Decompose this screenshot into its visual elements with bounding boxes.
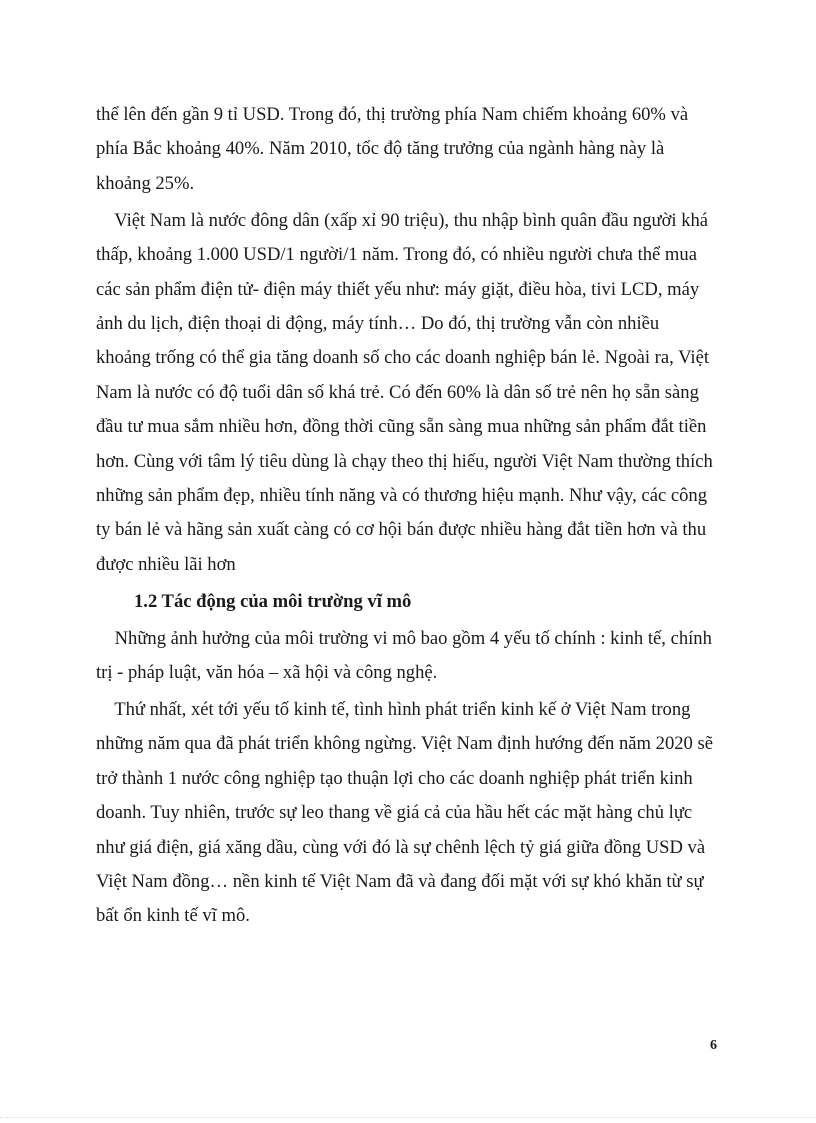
- paragraph-macro-factors: [96, 622, 726, 691]
- text-line: ảnh du lịch, điện thoại di động, máy tính… Do đó, thị trường vẫn còn nhiều: [96, 312, 660, 334]
- text-line: Nam là nước có độ tuổi dân số khá trẻ. Có đến 60% là dân số trẻ nên họ sẵn sàng: [96, 381, 699, 403]
- text-line: hơn. Cùng với tâm lý tiêu dùng là chạy theo thị hiếu, người Việt Nam thường thích: [96, 450, 713, 472]
- paragraph-population: [96, 204, 726, 582]
- paragraph-market-size: [96, 98, 726, 201]
- text-line: trị - pháp luật, văn hóa – xã hội và công nghệ.: [96, 662, 438, 684]
- text-line: như giá điện, giá xăng dầu, cùng với đó là sự chênh lệch tỷ giá giữa đồng USD và: [96, 836, 706, 858]
- text-line: những năm qua đã phát triển không ngừng. Việt Nam định hướng đến năm 2020 sẽ: [96, 733, 713, 755]
- footer-divider: [0, 1117, 816, 1118]
- text-line: doanh. Tuy nhiên, trước sự leo thang về giá cả của hầu hết các mặt hàng chủ lực: [96, 802, 693, 824]
- page-number: 6: [710, 1038, 717, 1053]
- text-line: các sản phẩm điện tử- điện máy thiết yếu như: máy giặt, điều hòa, tivi LCD, máy: [96, 278, 700, 300]
- text-line: trở thành 1 nước công nghiệp tạo thuận lợi cho các doanh nghiệp phát triển kinh: [96, 767, 693, 789]
- text-line: phía Bắc khoảng 40%. Năm 2010, tốc độ tăng trưởng của ngành hàng này là: [96, 138, 665, 160]
- text-line: được nhiều lãi hơn: [96, 553, 236, 575]
- paragraph-economy: [96, 693, 726, 934]
- text-line: khoảng trống có thể gia tăng doanh số cho các doanh nghiệp bán lẻ. Ngoài ra, Việt: [96, 347, 709, 369]
- text-line: Thứ nhất, xét tới yếu tố kinh tế, tình hình phát triển kinh kế ở Việt Nam trong: [96, 699, 691, 721]
- text-line: khoảng 25%.: [96, 172, 195, 194]
- text-line: ty bán lẻ và hãng sản xuất càng có cơ hội bán được nhiều hàng đắt tiền hơn và thu: [96, 519, 707, 541]
- text-line: những sản phẩm đẹp, nhiều tính năng và có thương hiệu mạnh. Như vậy, các công: [96, 484, 707, 506]
- text-line: đầu tư mua sắm nhiều hơn, đồng thời cũng sẵn sàng mua những sản phẩm đắt tiền: [96, 416, 707, 438]
- text-line: Những ảnh hưởng của môi trường vi mô bao gồm 4 yếu tố chính : kinh tế, chính: [96, 627, 712, 649]
- text-line: bất ổn kinh tế vĩ mô.: [96, 905, 250, 927]
- document-body: [96, 98, 726, 934]
- text-line: thể lên đến gần 9 tỉ USD. Trong đó, thị trường phía Nam chiếm khoảng 60% và: [96, 104, 689, 125]
- text-line: Việt Nam đồng… nền kinh tế Việt Nam đã và đang đối mặt với sự khó khăn từ sự: [96, 870, 704, 892]
- text-line: thấp, khoảng 1.000 USD/1 người/1 năm. Trong đó, có nhiều người chưa thể mua: [96, 244, 697, 266]
- text-line: Việt Nam là nước đông dân (xấp xỉ 90 triệu), thu nhập bình quân đầu người khá: [96, 209, 709, 231]
- section-heading: 1.2 Tác động của môi trường vĩ mô: [134, 590, 412, 612]
